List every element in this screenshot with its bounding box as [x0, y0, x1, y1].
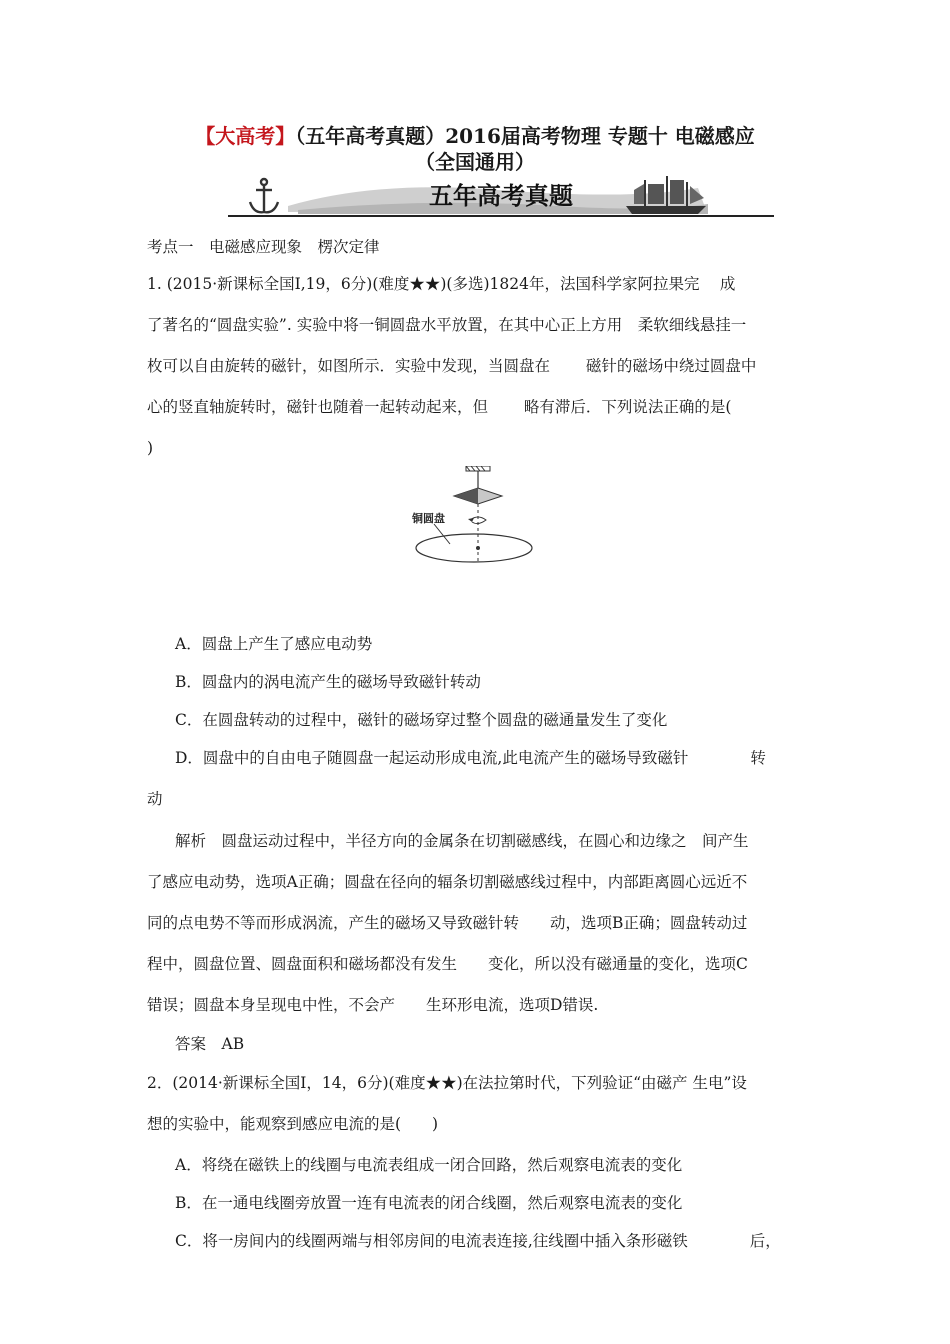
q1-analysis-5: 错误；圆盘本身呈现电中性，不会产 生环形电流，选项D错误.: [147, 996, 599, 1014]
q1-option-c: C．在圆盘转动的过程中，磁针的磁场穿过整个圆盘的磁通量发生了变化: [175, 711, 668, 729]
q1-line-4: 心的竖直轴旋转时，磁针也随着一起转动起来，但 略有滞后．下列说法正确的是(: [147, 398, 732, 416]
q2-option-a: A．将绕在磁铁上的线圈与电流表组成一闭合回路，然后观察电流表的变化: [175, 1156, 683, 1174]
title-brand: 【大高考】: [195, 124, 296, 148]
anchor-icon: [250, 179, 278, 212]
q2-line-1: 2．(2014·新课标全国Ⅰ，14，6分)(难度★★)在法拉第时代，下列验证“由磁产 生电”设: [147, 1074, 747, 1092]
page-title: [0, 123, 950, 149]
q1-line-5: ): [147, 439, 154, 457]
figure-label: 铜圆盘: [412, 512, 445, 525]
q1-option-d: D．圆盘中的自由电子随圆盘一起运动形成电流,此电流产生的磁场导致磁针 转: [175, 749, 766, 767]
section-heading: 考点一 电磁感应现象 楞次定律: [147, 238, 380, 256]
q1-option-b: B．圆盘内的涡电流产生的磁场导致磁针转动: [175, 673, 481, 691]
q1-option-a: A．圆盘上产生了感应电动势: [175, 635, 373, 653]
ship-icon: [626, 176, 706, 214]
q2-option-b: B．在一通电线圈旁放置一连有电流表的闭合线圈，然后观察电流表的变化: [175, 1194, 683, 1212]
q1-line-1: 1. (2015·新课标全国Ⅰ,19，6分)(难度★★)(多选)1824年，法国科学家阿拉果完 成: [147, 275, 736, 293]
page-subtitle: （全国通用）: [415, 150, 535, 174]
banner-text: 五年高考真题: [429, 182, 573, 210]
q1-line-3: 枚可以自由旋转的磁针，如图所示．实验中发现，当圆盘在 磁针的磁场中绕过圆盘中: [147, 357, 757, 375]
q1-analysis-1: 解析 圆盘运动过程中，半径方向的金属条在切割磁感线，在圆心和边缘之 间产生: [175, 832, 749, 850]
q1-answer: 答案 AB: [175, 1035, 245, 1053]
q2-line-2: 想的实验中，能观察到感应电流的是( ): [147, 1115, 439, 1133]
q1-analysis-4: 程中，圆盘位置、圆盘面积和磁场都没有发生 变化，所以没有磁通量的变化，选项C: [147, 955, 748, 973]
disk-magnet-diagram: [408, 466, 544, 572]
q1-option-d-cont: 动: [147, 790, 163, 808]
title-text: （五年高考真题）2016届高考物理 专题十 电磁感应: [295, 124, 755, 148]
section-banner: [228, 176, 774, 220]
q1-analysis-3: 同的点电势不等而形成涡流，产生的磁场又导致磁针转 动，选项B正确；圆盘转动过: [147, 914, 748, 932]
copper-disk-figure: [408, 466, 544, 572]
q1-line-2: 了著名的“圆盘实验”. 实验中将一铜圆盘水平放置，在其中心正上方用 柔软细线悬挂一: [147, 316, 747, 334]
banner-graphic: [228, 176, 774, 220]
q2-option-c: C．将一房间内的线圈两端与相邻房间的电流表连接,往线圈中插入条形磁铁 后，: [175, 1232, 781, 1250]
q1-analysis-2: 了感应电动势，选项A正确；圆盘在径向的辐条切割磁感线过程中，内部距离圆心远近不: [147, 873, 748, 891]
